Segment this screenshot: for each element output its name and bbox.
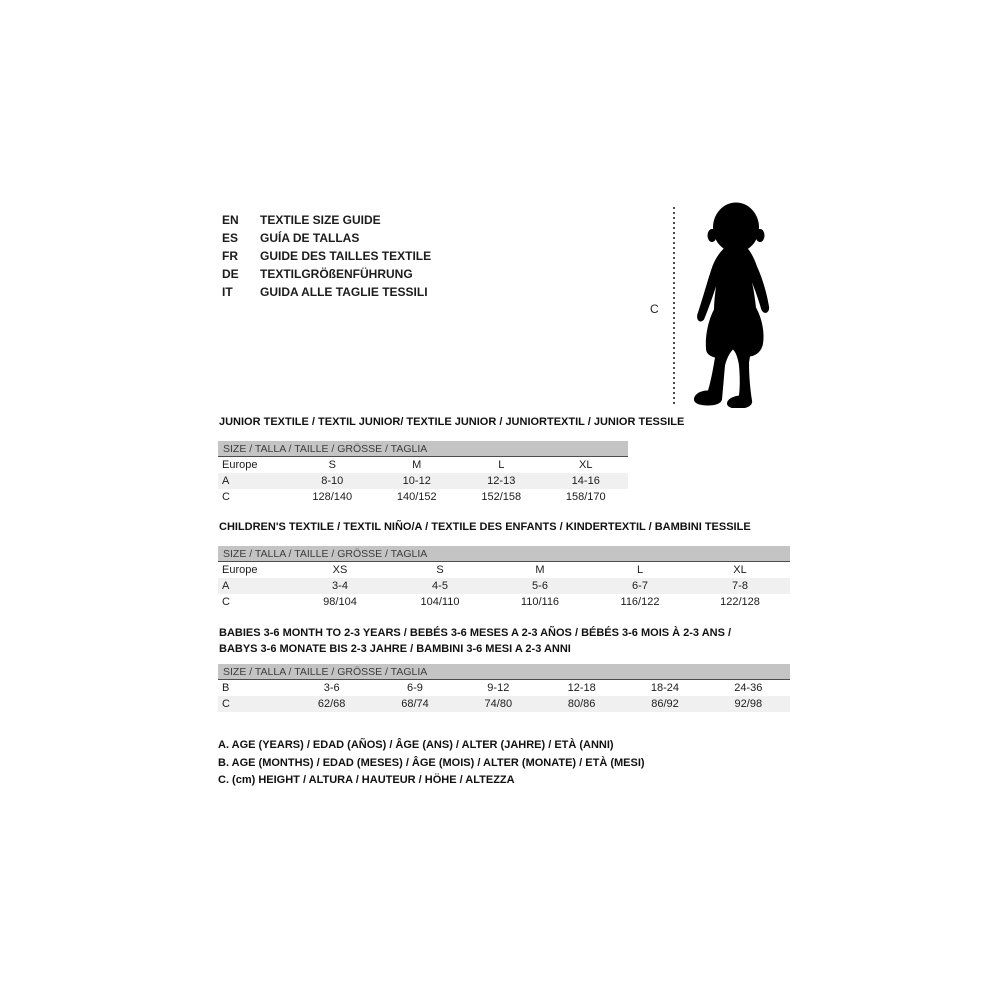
table-cell: 68/74	[401, 698, 429, 710]
row-label: A	[222, 475, 230, 487]
table-cell: M	[535, 564, 545, 576]
toddler-ear-left	[708, 229, 717, 242]
row-label: C	[222, 596, 230, 608]
table-cell: S	[328, 459, 336, 471]
footnote-c: C. (cm) HEIGHT / ALTURA / HAUTEUR / HÖHE / ALTEZZA	[218, 774, 515, 786]
table-cell: 4-5	[432, 580, 448, 592]
table-row	[218, 489, 628, 505]
table-cell: 98/104	[323, 596, 357, 608]
table-cell: 62/68	[317, 698, 346, 710]
toddler-head	[713, 203, 759, 253]
toddler-silhouette-icon	[686, 202, 786, 408]
table-cell: 3-4	[332, 580, 348, 592]
babies-title-line2: BABYS 3-6 MONATE BIS 2-3 JAHRE / BAMBINI 3-6 MESI A 2-3 ANNI	[219, 643, 571, 655]
footnotes	[218, 737, 645, 790]
table-cell: 104/110	[420, 596, 460, 608]
language-title: GUIDA ALLE TAGLIE TESSILI	[260, 285, 428, 299]
language-code: IT	[222, 285, 233, 299]
table-row	[218, 457, 628, 473]
table-row	[218, 562, 790, 578]
measure-c-label: C	[650, 302, 659, 316]
table-cell: 6-7	[632, 580, 648, 592]
table-cell: 9-12	[487, 682, 510, 694]
list-item	[222, 247, 431, 265]
babies-title-line1: BABIES 3-6 MONTH TO 2-3 YEARS / BEBÉS 3-6 MESES A 2-3 AÑOS / BÉBÉS 3-6 MOIS À 2-3 ANS /	[219, 627, 732, 639]
junior-table-title: JUNIOR TEXTILE / TEXTIL JUNIOR/ TEXTILE JUNIOR / JUNIORTEXTIL / JUNIOR TESSILE	[219, 416, 685, 428]
table-cell: L	[636, 564, 644, 576]
children-table-title: CHILDREN'S TEXTILE / TEXTIL NIÑO/A / TEXTILE DES ENFANTS / KINDERTEXTIL / BAMBINI TESSILE	[219, 521, 751, 533]
row-label: C	[222, 491, 230, 503]
table-cell: 158/170	[565, 491, 606, 503]
table-row	[218, 680, 790, 696]
height-measure-figure	[640, 198, 800, 413]
table-cell: 110/116	[520, 596, 560, 608]
language-title: TEXTILGRÖßENFÜHRUNG	[260, 267, 413, 281]
footnote-a: A. AGE (YEARS) / EDAD (AÑOS) / ÂGE (ANS) / ALTER (JAHRE) / ETÀ (ANNI)	[218, 739, 614, 751]
table-cell: 140/152	[396, 491, 437, 503]
babies-size-table	[218, 664, 790, 712]
table-cell: XS	[332, 564, 348, 576]
list-item	[222, 283, 431, 301]
language-code: ES	[222, 231, 239, 245]
row-label: B	[222, 682, 230, 694]
language-title: GUIDE DES TAILLES TEXTILE	[260, 249, 432, 263]
row-label: A	[222, 580, 230, 592]
size-header-bar: SIZE / TALLA / TAILLE / GRÖSSE / TAGLIA	[218, 441, 628, 457]
table-row	[218, 696, 790, 712]
list-item	[222, 229, 431, 247]
size-header-bar: SIZE / TALLA / TAILLE / GRÖSSE / TAGLIA	[218, 664, 790, 680]
table-cell: L	[498, 459, 505, 471]
row-label: Europe	[222, 564, 258, 576]
table-cell: 80/86	[567, 698, 596, 710]
row-label: Europe	[222, 459, 258, 471]
children-size-table	[218, 546, 790, 610]
size-header-bar: SIZE / TALLA / TAILLE / GRÖSSE / TAGLIA	[218, 546, 790, 562]
language-title: TEXTILE SIZE GUIDE	[260, 213, 381, 227]
table-cell: 116/122	[620, 596, 660, 608]
junior-size-table	[218, 441, 628, 505]
table-cell: 152/158	[481, 491, 522, 503]
table-cell: XL	[733, 564, 747, 576]
table-cell: 128/140	[312, 491, 353, 503]
table-cell: XL	[579, 459, 593, 471]
table-row	[218, 578, 790, 594]
table-cell: 7-8	[732, 580, 748, 592]
table-cell: 12-18	[567, 682, 596, 694]
row-label: C	[222, 698, 230, 710]
table-row	[218, 473, 628, 489]
table-cell: S	[436, 564, 444, 576]
language-code: DE	[222, 267, 239, 281]
language-code: EN	[222, 213, 239, 227]
table-cell: 122/128	[720, 596, 760, 608]
list-item	[222, 211, 431, 229]
language-title: GUÍA DE TALLAS	[260, 231, 360, 245]
table-cell: 74/80	[484, 698, 513, 710]
table-cell: 12-13	[487, 475, 516, 487]
table-row	[218, 594, 790, 610]
table-cell: M	[412, 459, 422, 471]
table-cell: 14-16	[571, 475, 600, 487]
table-cell: 10-12	[402, 475, 431, 487]
language-list	[222, 211, 431, 301]
toddler-ear-right	[756, 229, 765, 242]
table-cell: 92/98	[734, 698, 763, 710]
table-cell: 8-10	[321, 475, 344, 487]
footnote-b: B. AGE (MONTHS) / EDAD (MESES) / ÂGE (MOIS) / ALTER (MONATE) / ETÀ (MESI)	[218, 756, 645, 769]
table-cell: 3-6	[323, 682, 340, 694]
table-cell: 18-24	[650, 682, 680, 694]
table-cell: 6-9	[407, 682, 423, 694]
table-cell: 5-6	[532, 580, 548, 592]
height-dashed-line	[673, 207, 675, 407]
babies-table-title	[219, 625, 731, 657]
table-cell: 24-36	[734, 682, 763, 694]
toddler-body	[694, 247, 769, 409]
list-item	[222, 265, 431, 283]
table-cell: 86/92	[651, 698, 679, 710]
language-code: FR	[222, 249, 238, 263]
